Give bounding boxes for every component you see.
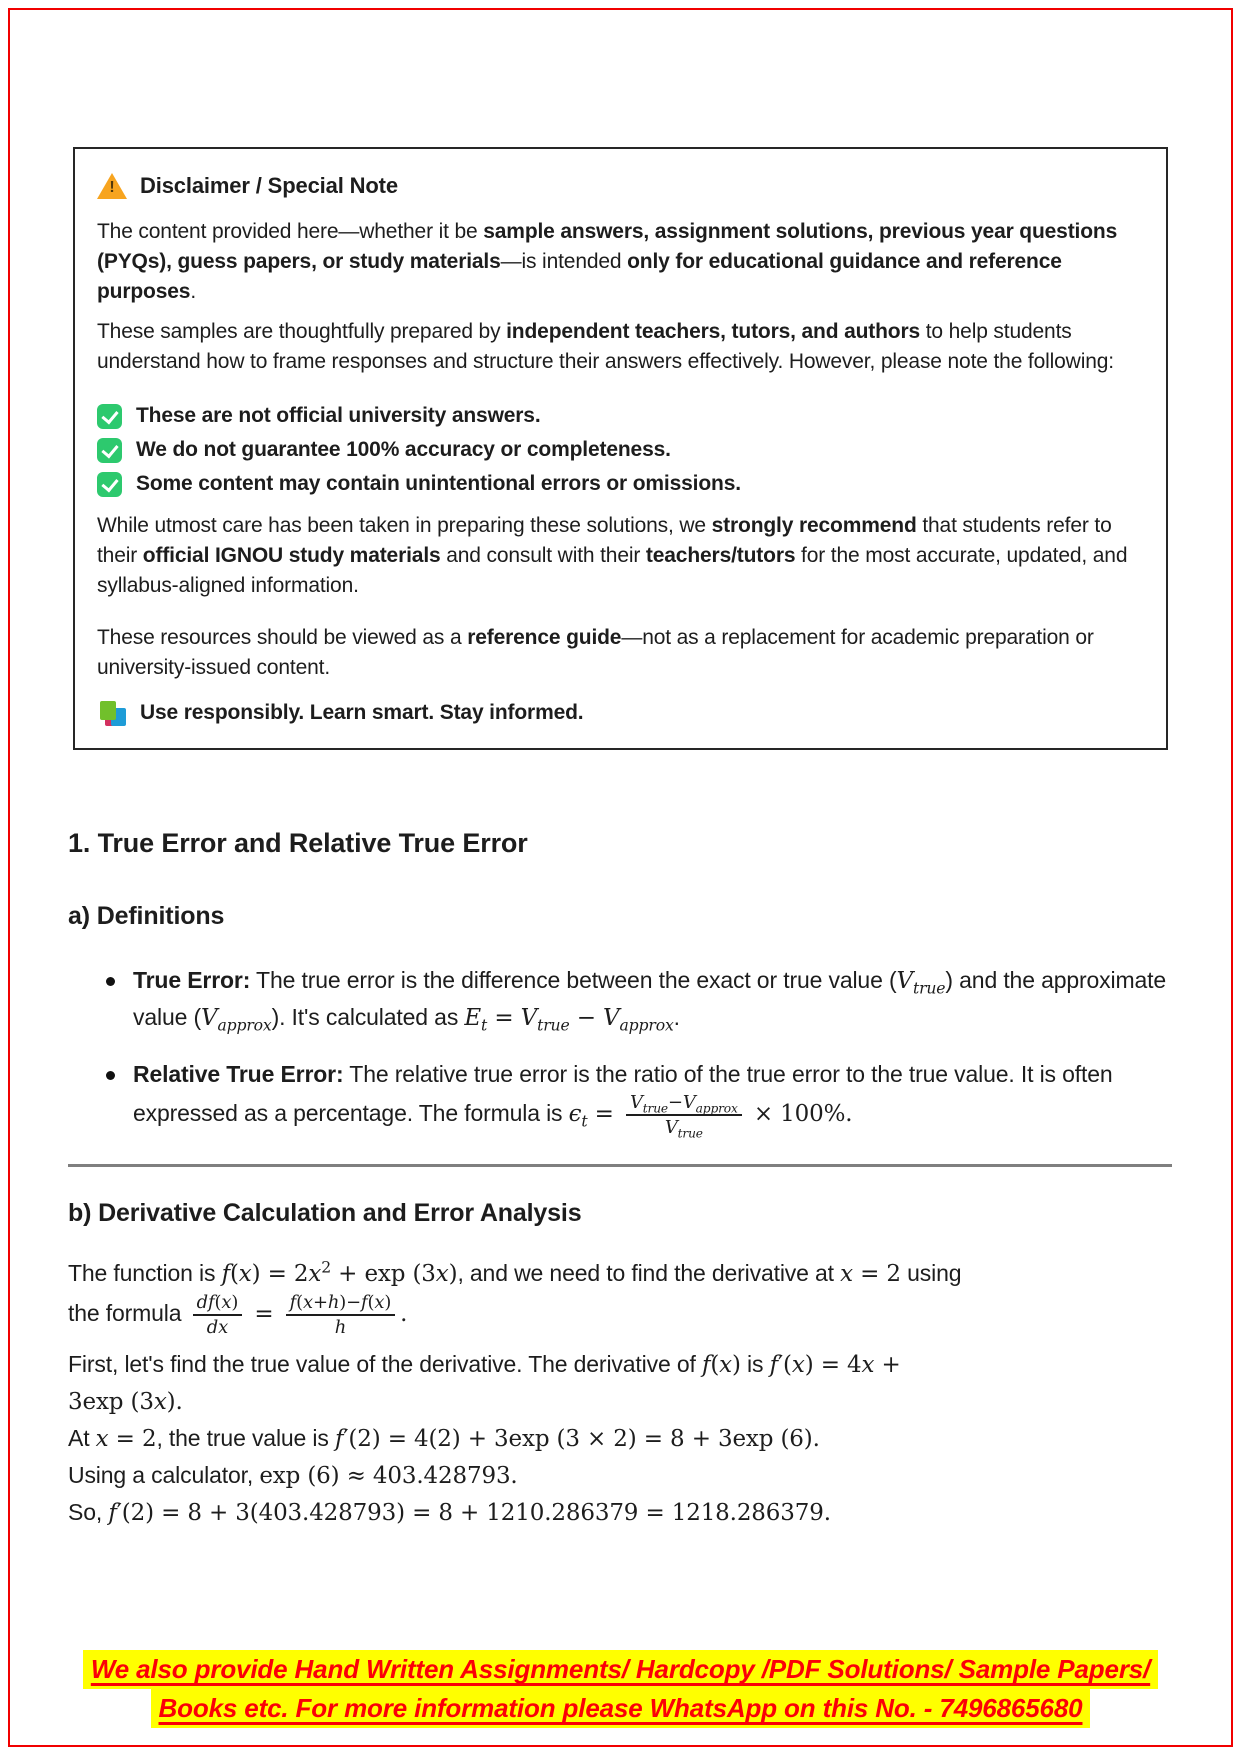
- checklist-item: [97, 469, 1140, 499]
- checkmark-icon: [97, 438, 122, 463]
- body-paragraph-result: So, f′(2) = 8 + 3(403.428793) = 8 + 1210.286379 = 1218.286379.: [68, 1499, 831, 1526]
- checklist-item-label: We do not guarantee 100% accuracy or completeness.: [136, 438, 671, 461]
- books-icon: [97, 699, 128, 728]
- definitions-list: [68, 962, 1172, 1141]
- subsection-heading-b: b) Derivative Calculation and Error Analysis: [68, 1199, 582, 1227]
- checklist-item: [97, 435, 1140, 465]
- disclaimer-paragraph-2: These samples are thoughtfully prepared by independent teachers, tutors, and authors to help students understand how to frame responses and structure their answers effectively. However, please note the following:: [97, 320, 1114, 373]
- banner-line-text: We also provide Hand Written Assignments/ Hardcopy /PDF Solutions/ Sample Papers/: [83, 1650, 1158, 1689]
- body-paragraph-calculator: Using a calculator, exp (6) ≈ 403.428793.: [68, 1462, 518, 1489]
- banner-line: [0, 1689, 1241, 1728]
- checklist-item-label: These are not official university answers.: [136, 404, 541, 427]
- footer-banner: [0, 1650, 1241, 1728]
- usage-note-label: Use responsibly. Learn smart. Stay informed.: [140, 701, 584, 724]
- disclaimer-paragraph-1: The content provided here—whether it be sample answers, assignment solutions, previous year questions (PYQs), guess papers, or study materials—is intended only for educational guidance and reference purposes.: [97, 220, 1118, 303]
- checklist-item-label: Some content may contain unintentional errors or omissions.: [136, 472, 741, 495]
- disclaimer-box: [73, 147, 1168, 750]
- bullet-item-relative-true-error: Relative True Error: The relative true error is the ratio of the true error to the true value. It is often expressed as a percentage. The formula is $\epsilon_t$ = $\frac{V_{true}-V_{approx}}{V_{true}}$ × 100%.: [68, 1056, 1172, 1138]
- checkmark-icon: [97, 472, 122, 497]
- banner-line-text: Books etc. For more information please WhatsApp on this No. - 7496865680: [151, 1689, 1091, 1728]
- disclaimer-paragraph-3: While utmost care has been taken in preparing these solutions, we strongly recommend that students refer to their official IGNOU study materials and consult with their teachers/tutors for the most accurate, updated, and syllabus-aligned information.: [97, 514, 1128, 597]
- disclaimer-checklist: [97, 401, 1140, 499]
- disclaimer-title: Disclaimer / Special Note: [140, 173, 398, 198]
- subsection-heading-a: a) Definitions: [68, 902, 225, 930]
- bullet-item-true-error: True Error: The true error is the difference between the exact or true value $(V_{true})$ and the approximate value $(V_{approx})$. It's calculated as $E_t = V_{true} - V_{approx}$.: [68, 962, 1172, 1036]
- body-paragraph-derivative: First, let's find the true value of the derivative. The derivative of f(x) is f′(x) = 4x + 3exp (3x).: [68, 1351, 901, 1415]
- disclaimer-title-row: [97, 171, 1140, 201]
- checkmark-icon: [97, 404, 122, 429]
- usage-note-row: [97, 698, 1140, 728]
- main-content: [68, 826, 1172, 1531]
- checklist-item: [97, 401, 1140, 431]
- body-paragraph-function: The function is $f(x) = 2x^2 + \exp (3x)$, and we need to find the derivative at x = 2 using the formula $\frac{df(x)}{dx}$ = $\frac{f(x+h)-f(x)}{h}$ .: [68, 1257, 962, 1338]
- section-heading: 1. True Error and Relative True Error: [68, 828, 528, 858]
- disclaimer-paragraph-4: These resources should be viewed as a reference guide—not as a replacement for academic preparation or university-issued content.: [97, 626, 1094, 679]
- warning-icon: [97, 173, 127, 199]
- section-divider: [68, 1164, 1172, 1167]
- banner-line: [0, 1650, 1241, 1689]
- book-green: [100, 701, 116, 720]
- body-paragraph-true-value: At x = 2, the true value is f′(2) = 4(2) + 3exp (3 × 2) = 8 + 3exp (6).: [68, 1425, 820, 1452]
